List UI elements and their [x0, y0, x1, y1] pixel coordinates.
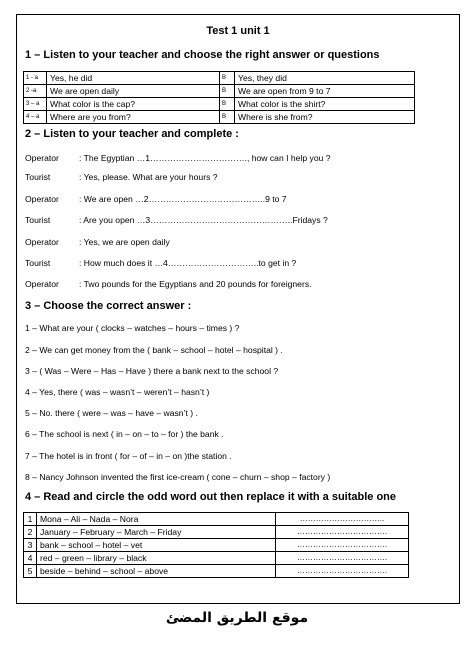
table-row — [24, 513, 409, 526]
page-title: Test 1 unit 1 — [206, 25, 270, 37]
answer-blank: ………………………….. — [276, 513, 409, 526]
speaker: Tourist — [25, 215, 51, 225]
table-row — [24, 526, 409, 539]
question: 1 – What are your ( clocks – watches – hours – times ) ? — [25, 323, 240, 333]
row-number: 5 — [24, 565, 37, 578]
dialogue-line — [25, 172, 218, 182]
answer-blank: ……………………………. — [276, 565, 409, 578]
row-number: 3 — [24, 539, 37, 552]
dialogue-text: : Two pounds for the Egyptians and 20 pounds for foreigners. — [79, 279, 312, 289]
section-2-heading: 2 – Listen to your teacher and complete : — [25, 128, 239, 140]
dialogue-text: : Yes, please. What are your hours ? — [79, 172, 218, 182]
row-number: 1 — [24, 513, 37, 526]
dialogue-line — [25, 153, 331, 163]
speaker: Operator — [25, 194, 59, 204]
speaker: Operator — [25, 279, 59, 289]
word-list: beside – behind – school – above — [37, 565, 276, 578]
row-number: 1 - a — [24, 72, 47, 85]
table-row — [24, 72, 415, 85]
question: 8 – Nancy Johnson invented the first ice-cream ( cone – churn – shop – factory ) — [25, 472, 331, 482]
dialogue-line — [25, 237, 170, 247]
option-b-label: B — [220, 85, 235, 98]
dialogue-text: : We are open …2…………………………………..9 to 7 — [79, 194, 287, 204]
dialogue-text: : Yes, we are open daily — [79, 237, 170, 247]
word-list: January – February – March – Friday — [37, 526, 276, 539]
option-b: Where is she from? — [235, 111, 415, 124]
row-number: 4 – a — [24, 111, 47, 124]
dialogue-line — [25, 258, 296, 268]
dialogue-text: : How much does it …4…………………………..to get in ? — [79, 258, 297, 268]
section-3-heading: 3 – Choose the correct answer : — [25, 300, 192, 312]
row-number: 3 – a — [24, 98, 47, 111]
table-row — [24, 85, 415, 98]
row-number: 4 — [24, 552, 37, 565]
dialogue-line — [25, 279, 312, 289]
table-row — [24, 539, 409, 552]
table-row — [24, 98, 415, 111]
option-a: Yes, he did — [47, 72, 220, 85]
word-list: Mona – Ali – Nada – Nora — [37, 513, 276, 526]
option-b: We are open from 9 to 7 — [235, 85, 415, 98]
question: 3 – ( Was – Were – Has – Have ) there a bank next to the school ? — [25, 366, 279, 376]
dialogue-line — [25, 194, 287, 204]
speaker: Tourist — [25, 258, 51, 268]
question: 7 – The hotel is in front ( for – of – in – on )the station . — [25, 451, 232, 461]
question: 4 – Yes, there ( was – wasn’t – weren’t – hasn’t ) — [25, 387, 210, 397]
option-b: Yes, they did — [235, 72, 415, 85]
answer-blank: ……………………………. — [276, 539, 409, 552]
question: 2 – We can get money from the ( bank – school – hotel – hospital ) . — [25, 345, 283, 355]
option-b-label: B — [220, 72, 235, 85]
question: 5 – No. there ( were – was – have – wasn’t ) . — [25, 408, 198, 418]
speaker: Tourist — [25, 172, 51, 182]
word-list: bank – school – hotel – vet — [37, 539, 276, 552]
speaker: Operator — [25, 153, 59, 163]
option-b: What color is the shirt? — [235, 98, 415, 111]
table-row — [24, 565, 409, 578]
table-row — [24, 552, 409, 565]
worksheet-frame — [16, 14, 460, 604]
option-b-label: B — [220, 98, 235, 111]
option-a: What color is the cap? — [47, 98, 220, 111]
dialogue-text: : The Egyptian …1……………………………., how can I help you ? — [79, 153, 331, 163]
site-footer: موقع الطريق المضئ — [165, 610, 309, 626]
speaker: Operator — [25, 237, 59, 247]
section-1-heading: 1 – Listen to your teacher and choose the right answer or questions — [25, 49, 380, 61]
row-number: 2 -a — [24, 85, 47, 98]
option-a: We are open daily — [47, 85, 220, 98]
answer-blank: ……………………………. — [276, 526, 409, 539]
option-a: Where are you from? — [47, 111, 220, 124]
row-number: 2 — [24, 526, 37, 539]
dialogue-line — [25, 215, 328, 225]
answer-blank: ……………………………. — [276, 552, 409, 565]
question: 6 – The school is next ( in – on – to – for ) the bank . — [25, 429, 224, 439]
odd-word-table — [23, 512, 409, 578]
option-b-label: B — [220, 111, 235, 124]
section-4-heading: 4 – Read and circle the odd word out then replace it with a suitable one — [25, 491, 397, 503]
word-list: red – green – library – black — [37, 552, 276, 565]
table-row — [24, 111, 415, 124]
matching-table — [23, 71, 415, 124]
dialogue-text: : Are you open …3…………………………………………..Fridays ? — [79, 215, 328, 225]
